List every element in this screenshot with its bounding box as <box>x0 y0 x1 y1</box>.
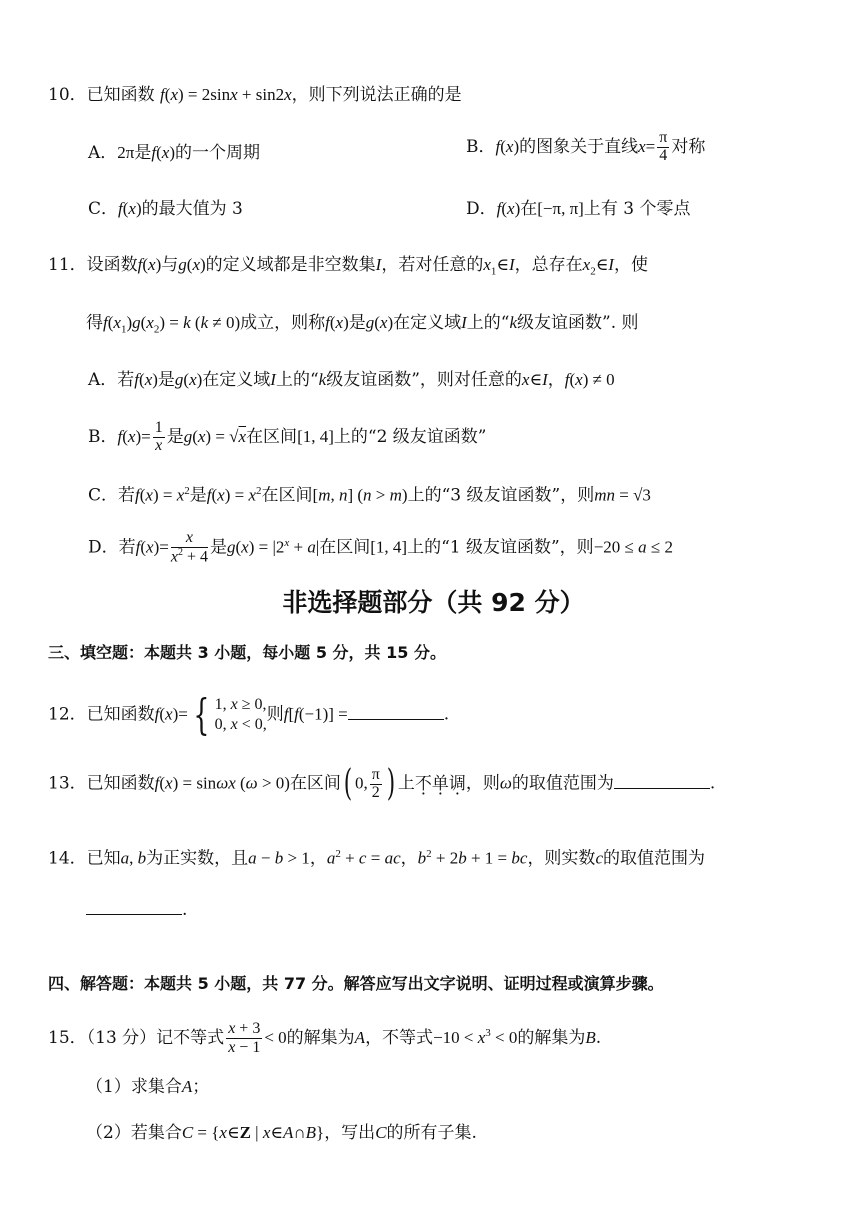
q15-part1: （1）求集合A； <box>86 1077 210 1097</box>
q14-answer-blank[interactable] <box>86 898 182 915</box>
q10-formula: f <box>160 85 165 104</box>
q10-option-b: B．f(x)的图象关于直线x= $\frac{\pi}{4}$ 对称 <box>466 129 706 164</box>
q10-option-a: A．2π是f(x)的一个周期 <box>88 143 260 163</box>
q10-stem: 10．已知函数 f(x) = 2sinx + sin2x，则下列说法正确的是 <box>48 85 462 105</box>
q11-option-b: B．f(x)= $\frac{1}{x}$ 是g(x) = √x在区间[1, 4]上的“2 级友谊函数” <box>88 419 487 454</box>
section-3-heading: 三、填空题：本题共 3 小题，每小题 5 分，共 15 分。 <box>48 643 446 662</box>
q12-number: 12． <box>48 704 87 725</box>
q13-number: 13． <box>48 773 87 794</box>
q11-option-d: D．若f(x)= $\frac{x}{x^2 + 4}$ 是$g(x) = |2^x + a|$在区间[1, 4]上的“1 级友谊函数”，则−20 ≤ a ≤ 2 <box>88 529 673 566</box>
section-4-heading: 四、解答题：本题共 5 小题，共 77 分。解答应写出文字说明、证明过程或演算步骤。 <box>48 974 664 993</box>
q13-answer-blank[interactable] <box>614 772 710 789</box>
q11-stem-line1: 11．设函数f(x)与g(x)的定义域都是非空数集I，若对任意的$x_1\in I$，总存在$x_2\in I$，使 <box>48 255 648 278</box>
q10-option-d: D．f(x)在[−π, π]上有 3 个零点 <box>466 199 691 219</box>
q14-answer-line: . <box>86 898 187 919</box>
q12: 12．已知函数f(x)= { 1, x ≥ 0, 0, x < 0, 则f[f(−1)] = . <box>48 690 450 739</box>
q11-number: 11． <box>48 255 87 275</box>
q13: 13．已知函数f(x) = sinωx (ω > 0)在区间( 0, $\frac{\pi}{2}$ ) 上不单调，则ω的取值范围为 . <box>48 763 716 804</box>
q10-number: 10． <box>48 85 87 105</box>
q15-number: 15． <box>48 1027 87 1048</box>
q14-number: 14． <box>48 848 87 869</box>
q11-option-a: A．若f(x)是g(x)在定义域I上的“k级友谊函数”，则对任意的x∈I，f(x) ≠ 0 <box>88 370 615 390</box>
q11-option-c: C．若$f(x) = x^2$是$f(x) = x^2$在区间[m, n] (n > m)上的“3 级友谊函数”，则mn = √3 <box>88 485 651 506</box>
section-title: 非选择题部分（共 92 分） <box>282 588 585 617</box>
q15-part2: （2）若集合C = {x∈Z | x∈A∩B}，写出C的所有子集. <box>86 1123 477 1143</box>
q14: 14．已知a, b为正实数，且a − b > 1，$a^2 + c$ = ac，$b^2 + 2b + 1$ = bc，则实数c的取值范围为 <box>48 848 705 869</box>
q11-stem-line2: 得$f(x_1)g(x_2) = k$ (k ≠ 0)成立，则称f(x)是g(x)在定义域I上的“k级友谊函数”. 则 <box>86 313 639 336</box>
q10-option-c: C．f(x)的最大值为 3 <box>88 199 243 219</box>
q12-answer-blank[interactable] <box>348 703 444 720</box>
q15-stem: 15．（13 分）记不等式 $\frac{x + 3}{x - 1}$ < 0的解集为A，不等式$-10 < x^3 < 0$的解集为B. <box>48 1020 602 1056</box>
